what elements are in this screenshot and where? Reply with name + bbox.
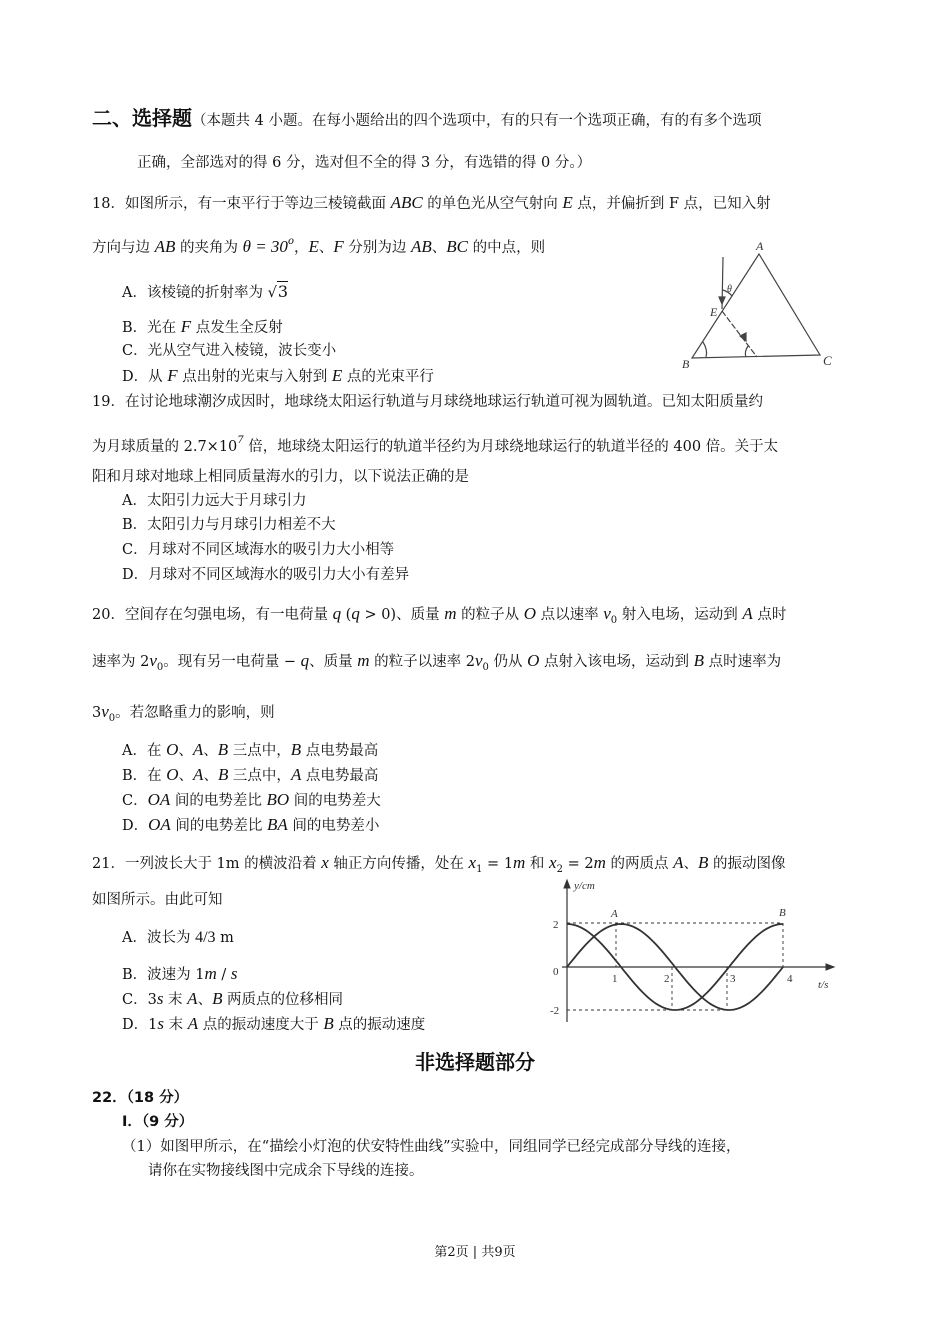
text-segment: 三点中， xyxy=(228,743,291,759)
text-segment: 点以速率 xyxy=(535,607,604,623)
section-instructions xyxy=(137,153,591,173)
fraction: 4/3 xyxy=(195,929,216,946)
text-segment: 21．一列波长大于 1m 的横波沿着 xyxy=(92,856,322,872)
x-tick-1: 1 xyxy=(612,973,618,985)
q21-stem-1 xyxy=(92,853,785,880)
text-segment: B xyxy=(693,651,705,670)
text-segment: 18．如图所示，有一束平行于等边三棱镜截面 xyxy=(92,196,391,212)
text-segment: O xyxy=(523,604,536,623)
text-segment: AB xyxy=(410,237,432,256)
text-segment: （本题共 4 小题。在每小题给出的四个选项中，有的只有一个选项正确，有的有多个选项 xyxy=(192,113,762,129)
text-segment: A xyxy=(192,740,204,759)
text-segment: 、 xyxy=(318,240,334,256)
text-segment: θ = 30 xyxy=(242,237,288,256)
text-segment: 0 xyxy=(482,662,489,673)
text-segment: = 2 xyxy=(562,856,594,872)
text-segment: 轴正方向传播，处在 xyxy=(328,856,469,872)
y-tick-m2: -2 xyxy=(550,1005,560,1017)
label-theta: θ xyxy=(727,284,732,295)
point-b-label: B xyxy=(779,907,786,919)
page-footer xyxy=(0,1243,950,1263)
text-segment: B xyxy=(290,740,302,759)
text-segment: 两质点的位移相同 xyxy=(222,992,344,1008)
text-segment: 、 xyxy=(203,768,218,784)
text-segment: 仍从 xyxy=(488,654,528,670)
x-tick-2: 2 xyxy=(664,973,670,985)
text-segment: 2 xyxy=(556,864,563,875)
text-segment: 射入电场，运动到 xyxy=(617,607,743,623)
text-segment: 第2页 | 共9页 xyxy=(434,1245,516,1260)
text-segment: B．波速为 1 xyxy=(122,967,205,983)
q19-stem-3 xyxy=(92,467,469,487)
text-segment: 二、选择题 xyxy=(92,106,192,130)
text-segment: s xyxy=(157,1014,164,1033)
text-segment: 的两质点 xyxy=(605,856,674,872)
text-segment: 。若忽略重力的影响，则 xyxy=(115,705,275,721)
text-segment: C．月球对不同区域海水的吸引力大小相等 xyxy=(122,542,395,558)
text-segment: 点时速率为 xyxy=(704,654,782,670)
text-segment: E xyxy=(562,193,573,212)
text-segment: q xyxy=(300,651,310,670)
text-segment: 、质量 xyxy=(396,607,445,623)
q19-option-a xyxy=(122,491,306,511)
refracted-ray xyxy=(722,311,757,357)
text-segment: Ⅰ．（9 分） xyxy=(122,1114,194,1130)
text-segment: 三点中， xyxy=(228,768,291,784)
text-segment: A xyxy=(290,765,302,784)
text-segment: 3 xyxy=(277,282,289,301)
text-segment: A xyxy=(187,989,198,1008)
y-axis-label: y/cm xyxy=(574,880,595,892)
text-segment: D．月球对不同区域海水的吸引力大小有差异 xyxy=(122,567,410,583)
x-tick-3: 3 xyxy=(730,973,736,985)
text-segment: B．太阳引力与月球引力相差不大 xyxy=(122,517,336,533)
refracted-arrow-icon xyxy=(740,333,746,341)
q20-stem-1 xyxy=(92,604,786,631)
text-segment: 正确，全部选对的得 6 分，选对但不全的得 3 分，有选错的得 0 分。） xyxy=(137,155,592,171)
text-segment: 点的光束平行 xyxy=(342,369,434,385)
text-segment: 点射入该电场，运动到 xyxy=(539,654,694,670)
text-segment: 的粒子从 xyxy=(456,607,524,623)
prism-diagram xyxy=(682,239,832,371)
text-segment: D． xyxy=(122,818,149,834)
text-segment: 间的电势差大 xyxy=(289,793,381,809)
text-segment: s xyxy=(156,989,164,1008)
text-segment: v xyxy=(149,651,157,670)
text-segment: 点时 xyxy=(752,607,787,623)
text-segment: 为月球质量的 xyxy=(92,439,184,455)
text-segment: m xyxy=(593,853,606,872)
q20-stem-3 xyxy=(92,702,275,729)
text-segment: 方向与边 xyxy=(92,240,155,256)
q21-option-d xyxy=(122,1014,425,1035)
text-segment: O xyxy=(527,651,540,670)
q19-stem-1 xyxy=(92,392,763,412)
text-segment: 的振动图像 xyxy=(708,856,786,872)
y-tick-0: 0 xyxy=(553,966,559,978)
part-heading xyxy=(0,1052,950,1075)
q20-option-d xyxy=(122,815,379,836)
text-segment: v xyxy=(474,651,483,670)
text-segment: 1 xyxy=(476,864,483,875)
text-segment: m xyxy=(513,853,526,872)
text-segment: 、 xyxy=(431,240,447,256)
text-segment: v xyxy=(101,702,109,721)
section-heading xyxy=(92,108,761,131)
q18-stem-2 xyxy=(92,232,545,258)
text-segment: 7 xyxy=(237,435,244,446)
q22-part-1-heading xyxy=(122,1112,193,1132)
text-segment: ( xyxy=(341,607,352,623)
text-segment: 请你在实物接线图中完成余下导线的连接。 xyxy=(148,1163,424,1179)
text-segment: 速率为 2 xyxy=(92,654,150,670)
text-segment: 19．在讨论地球潮汐成因时，地球绕太阳运行轨道与月球绕地球运行轨道可视为圆轨道。已知太阳质量约 xyxy=(92,394,763,410)
text-segment: o xyxy=(287,236,294,247)
text-segment: 3 xyxy=(92,705,102,721)
text-segment: ABC xyxy=(390,193,423,212)
text-segment: m xyxy=(215,930,234,946)
text-segment: BO xyxy=(266,790,290,809)
incident-arrow-icon xyxy=(719,297,725,304)
text-segment: OA xyxy=(147,790,171,809)
text-segment: 倍，地球绕太阳运行的轨道半径约为月球绕地球运行的轨道半径的 400 倍。关于太 xyxy=(243,439,779,455)
text-segment: BC xyxy=(446,237,468,256)
q21-option-c xyxy=(122,989,343,1010)
text-segment: v xyxy=(603,604,611,623)
text-segment: 点的振动速度 xyxy=(333,1017,426,1033)
text-segment: 。现有另一电荷量 − xyxy=(163,654,301,670)
text-segment: = 1 xyxy=(482,856,514,872)
text-segment: 阳和月球对地球上相同质量海水的引力，以下说法正确的是 xyxy=(92,469,469,485)
q18-option-c xyxy=(122,341,336,361)
text-segment: x xyxy=(468,853,477,872)
text-segment: 末 xyxy=(163,1017,188,1033)
text-segment: D．1 xyxy=(122,1017,158,1033)
q19-option-d xyxy=(122,565,409,585)
q20-option-c xyxy=(122,790,381,811)
text-segment: 末 xyxy=(163,992,188,1008)
text-segment: 非选择题部分 xyxy=(415,1050,535,1074)
text-segment: √ xyxy=(267,285,277,301)
text-segment: C．光从空气进入棱镜，波长变小 xyxy=(122,343,337,359)
text-segment: 2.7×10 xyxy=(183,439,238,455)
text-segment: O xyxy=(166,765,179,784)
text-segment: B xyxy=(217,765,229,784)
text-segment: 的粒子以速率 2 xyxy=(369,654,475,670)
q22-1-text-1 xyxy=(122,1137,741,1157)
text-segment: B．在 xyxy=(122,768,167,784)
text-segment: 的夹角为 xyxy=(175,240,243,256)
text-segment: 间的电势差比 xyxy=(170,793,267,809)
text-segment: A．波长为 xyxy=(122,930,196,946)
text-segment: s xyxy=(230,964,238,983)
text-segment: 0 xyxy=(156,662,164,673)
text-segment: 和 xyxy=(525,856,550,872)
text-segment: A．在 xyxy=(122,743,167,759)
text-segment: q xyxy=(351,604,360,623)
text-segment: x xyxy=(549,853,557,872)
label-E: E xyxy=(710,305,718,319)
text-segment: m xyxy=(357,651,370,670)
text-segment: AB xyxy=(154,237,176,256)
y-tick-2: 2 xyxy=(553,919,559,931)
text-segment: B xyxy=(212,989,223,1008)
text-segment: O xyxy=(166,740,179,759)
text-segment: C．3 xyxy=(122,992,157,1008)
text-segment: m xyxy=(444,604,457,623)
text-segment: A xyxy=(673,853,684,872)
text-segment: B xyxy=(323,1014,334,1033)
q21-option-a xyxy=(122,928,234,948)
text-segment: 点的振动速度大于 xyxy=(198,1017,324,1033)
y-axis-arrow-icon xyxy=(564,880,570,888)
text-segment: BA xyxy=(267,815,288,834)
text-segment: x xyxy=(321,853,329,872)
text-segment: 、 xyxy=(178,743,193,759)
q18-option-b xyxy=(122,317,283,338)
q19-stem-2 xyxy=(92,431,778,457)
label-B: B xyxy=(682,357,690,371)
q19-option-b xyxy=(122,515,336,535)
text-segment: m xyxy=(204,964,217,983)
text-segment: F xyxy=(333,237,344,256)
q20-stem-2 xyxy=(92,651,781,678)
q22-heading xyxy=(92,1088,188,1108)
text-segment: A xyxy=(742,604,753,623)
text-segment: 的单色光从空气射向 xyxy=(422,196,563,212)
text-segment: ， xyxy=(293,240,309,256)
text-segment: 点电势最高 xyxy=(301,743,379,759)
q20-option-a xyxy=(122,740,378,761)
text-segment: 、 xyxy=(203,743,218,759)
text-segment: A．太阳引力远大于月球引力 xyxy=(122,493,307,509)
text-segment: A xyxy=(193,765,204,784)
text-segment: 的中点，则 xyxy=(467,240,546,256)
text-segment: 如图所示。由此可知 xyxy=(92,892,223,908)
text-segment: （1）如图甲所示，在“描绘小灯泡的伏安特性曲线”实验中，同组同学已经完成部分导线的连接， xyxy=(122,1139,741,1155)
text-segment: F xyxy=(180,317,192,336)
text-segment: B．光在 xyxy=(122,320,181,336)
wave-graph xyxy=(550,880,834,1022)
angle-arc-b xyxy=(703,342,707,357)
text-segment: 20．空间存在匀强电场，有一电荷量 xyxy=(92,607,333,623)
text-segment: q xyxy=(332,604,342,623)
q21-option-b xyxy=(122,964,238,985)
text-segment: F xyxy=(167,366,178,385)
text-segment: 点发生全反射 xyxy=(191,320,283,336)
text-segment: A．该棱镜的折射率为 xyxy=(122,285,268,301)
angle-arc-f xyxy=(745,346,748,357)
text-segment: D．从 xyxy=(122,369,168,385)
text-segment: > 0) xyxy=(359,607,397,623)
q18-option-a xyxy=(122,282,288,303)
label-C: C xyxy=(823,353,832,368)
text-segment: 、质量 xyxy=(309,654,358,670)
text-segment: E xyxy=(308,237,319,256)
text-segment: 、 xyxy=(197,992,213,1008)
text-segment: 22．（18 分） xyxy=(92,1090,189,1106)
q21-stem-2 xyxy=(92,890,223,910)
text-segment: B xyxy=(217,740,229,759)
text-segment: 间的电势差比 xyxy=(170,818,268,834)
q19-option-c xyxy=(122,540,394,560)
q18-option-d xyxy=(122,366,434,387)
point-a-label: A xyxy=(611,908,618,920)
text-segment: 间的电势差小 xyxy=(287,818,380,834)
text-segment: / xyxy=(216,967,231,983)
text-segment: 点，并偏折到 F 点，已知入射 xyxy=(572,196,771,212)
x-axis-label: t/s xyxy=(818,979,829,991)
x-axis-arrow-icon xyxy=(826,964,834,970)
text-segment: 分别为边 xyxy=(343,240,411,256)
text-segment: C． xyxy=(122,793,148,809)
text-segment: A xyxy=(187,1014,199,1033)
text-segment: E xyxy=(331,366,343,385)
text-segment: 、 xyxy=(683,856,698,872)
text-segment: B xyxy=(697,853,709,872)
text-segment: 点出射的光束与入射到 xyxy=(177,369,332,385)
text-segment: OA xyxy=(148,815,171,834)
text-segment: 0 xyxy=(610,615,618,626)
label-A: A xyxy=(756,239,764,253)
text-segment: 点电势最高 xyxy=(301,768,379,784)
q20-option-b xyxy=(122,765,378,786)
text-segment: 0 xyxy=(108,713,116,724)
x-tick-4: 4 xyxy=(787,973,793,985)
text-segment: 、 xyxy=(178,768,194,784)
q22-1-text-2 xyxy=(148,1161,424,1181)
q18-stem-1 xyxy=(92,193,771,214)
